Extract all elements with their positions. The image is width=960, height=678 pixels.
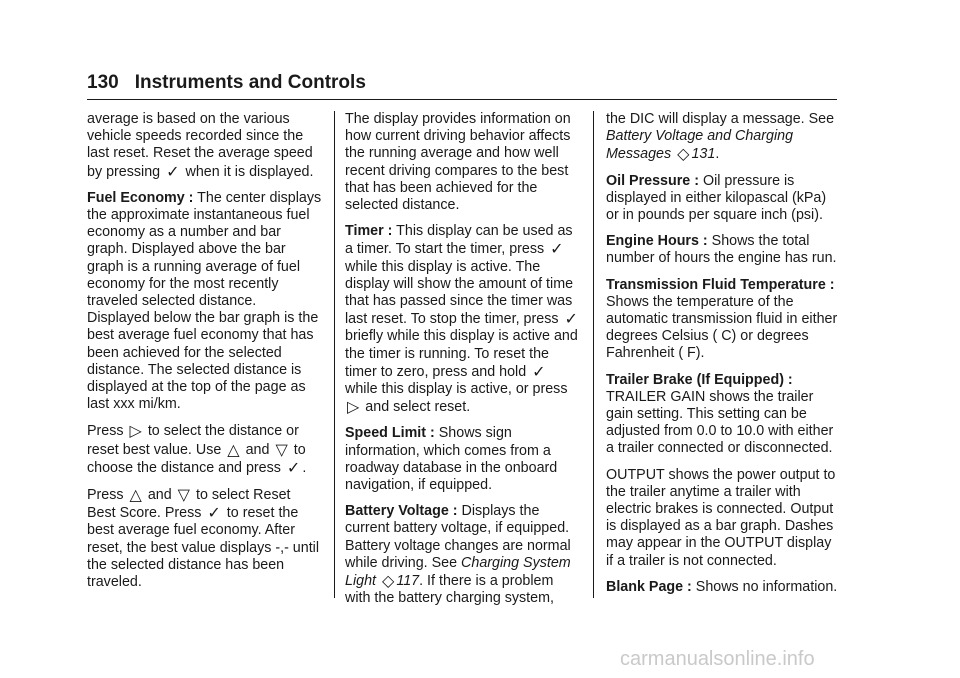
page-header xyxy=(87,72,837,96)
page-ref-icon: ◇ xyxy=(677,144,690,164)
check-icon: ✓ xyxy=(550,239,564,259)
term-fuel-economy: Fuel Economy : xyxy=(87,189,194,206)
paragraph-output: OUTPUT shows the power output to the trailer anytime a trailer with electric brakes is connected. Output is displayed as a bar graph. Dashes may appear in the OUTPUT display if a trailer is not connected. xyxy=(606,466,836,569)
page-ref-icon: ◇ xyxy=(382,571,395,591)
right-arrow-icon: ▷ xyxy=(129,421,142,441)
paragraph-select-distance: Press ▷ to select the distance or reset best value. Use △ and ▽ to choose the distance and press ✓ . xyxy=(87,421,307,477)
term-blank-page: Blank Page : xyxy=(606,578,692,595)
term-transmission-fluid: Transmission Fluid Temperature : xyxy=(606,276,835,293)
paragraph-engine-hours: Engine Hours : Shows the total number of hours the engine has run. xyxy=(606,233,837,267)
term-speed-limit: Speed Limit : xyxy=(345,425,435,442)
check-icon: ✓ xyxy=(532,361,546,381)
column-2 xyxy=(345,111,581,616)
column-3 xyxy=(606,111,842,605)
charging-system-light-link[interactable]: Charging System Light xyxy=(345,554,571,590)
check-icon: ✓ xyxy=(166,161,180,181)
paragraph-display-info: The display provides information on how current driving behavior affects the running average and how well recent driving compares to the best that has been achieved for the selected distance. xyxy=(345,111,571,214)
watermark: carmanualsonline.info xyxy=(620,648,815,670)
right-arrow-icon: ▷ xyxy=(347,397,360,417)
paragraph-battery-voltage: Battery Voltage : Displays the current battery voltage, if equipped. Battery voltage changes are normal while driving. See Charging System Light ◇ 117. If there is a problem with the battery charging system, xyxy=(345,503,571,607)
paragraph-speed-limit: Speed Limit : Shows sign information, which comes from a roadway database in the onboard navigation, if equipped. xyxy=(345,425,558,494)
up-arrow-icon: △ xyxy=(129,485,142,505)
down-arrow-icon: ▽ xyxy=(177,485,190,505)
paragraph-reset-best-score: Press △ and ▽ to select Reset Best Score. Press ✓ to reset the best average fuel economy. After reset, the best value displays -,- until the selected distance has been traveled. xyxy=(87,485,320,591)
paragraph-trailer-brake: Trailer Brake (If Equipped) : TRAILER GAIN shows the trailer gain setting. This setting can be adjusted from 0.0 to 10.0 with either a trailer connected or disconnected. xyxy=(606,371,834,457)
page-ref-131[interactable]: 131 xyxy=(691,146,716,163)
section-title: Instruments and Controls xyxy=(134,72,366,93)
term-trailer-brake: Trailer Brake (If Equipped) : xyxy=(606,371,793,388)
term-oil-pressure: Oil Pressure : xyxy=(606,172,699,189)
page-ref-117[interactable]: 117 xyxy=(396,573,420,590)
column-divider-1 xyxy=(334,111,335,598)
term-engine-hours: Engine Hours : xyxy=(606,233,708,250)
paragraph-oil-pressure: Oil Pressure : Oil pressure is displayed in either kilopascal (kPa) or in pounds per square inch (psi). xyxy=(606,172,827,224)
term-timer: Timer : xyxy=(345,223,393,240)
column-1 xyxy=(87,111,323,600)
check-icon: ✓ xyxy=(564,309,578,329)
page-number: 130 xyxy=(87,72,119,93)
paragraph-blank-page: Blank Page : Shows no information. xyxy=(606,578,838,595)
paragraph-average-speed: average is based on the various vehicle speeds recorded since the last reset. Reset the average speed by pressing ✓ when it is displayed. xyxy=(87,111,314,181)
paragraph-fuel-economy: Fuel Economy : The center displays the approximate instantaneous fuel economy as a number and bar graph. Displayed above the bar graph is a running average of fuel economy for the most recently traveled selected distance. Displayed below the bar graph is the best average fuel economy that has been achieved for the selected distance. The selected distance is displayed at the top of the page as last xxx mi/km. xyxy=(87,189,322,413)
paragraph-transmission-fluid: Transmission Fluid Temperature : Shows the temperature of the automatic transmission fluid in either degrees Celsius ( C) or degrees Fahrenheit ( F). xyxy=(606,276,838,362)
up-arrow-icon: △ xyxy=(227,439,240,459)
term-battery-voltage: Battery Voltage : xyxy=(345,503,458,520)
column-divider-2 xyxy=(593,111,594,598)
battery-voltage-messages-link[interactable]: Battery Voltage and Charging Messages xyxy=(606,128,794,163)
check-icon: ✓ xyxy=(207,503,221,523)
check-icon: ✓ xyxy=(286,457,301,477)
paragraph-timer: Timer : This display can be used as a timer. To start the timer, press ✓ while this display is active. The display will show the amount of time that has passed since the timer was last reset. To stop the timer, press ✓ briefly while this display is active and the timer is running. To reset the timer to zero, press and hold ✓ while this display is active, or press ▷ and select reset. xyxy=(345,223,578,417)
header-rule xyxy=(87,99,837,100)
paragraph-dic-message: the DIC will display a message. See Battery Voltage and Charging Messages ◇ 131. xyxy=(606,111,835,164)
down-arrow-icon: ▽ xyxy=(275,439,288,459)
